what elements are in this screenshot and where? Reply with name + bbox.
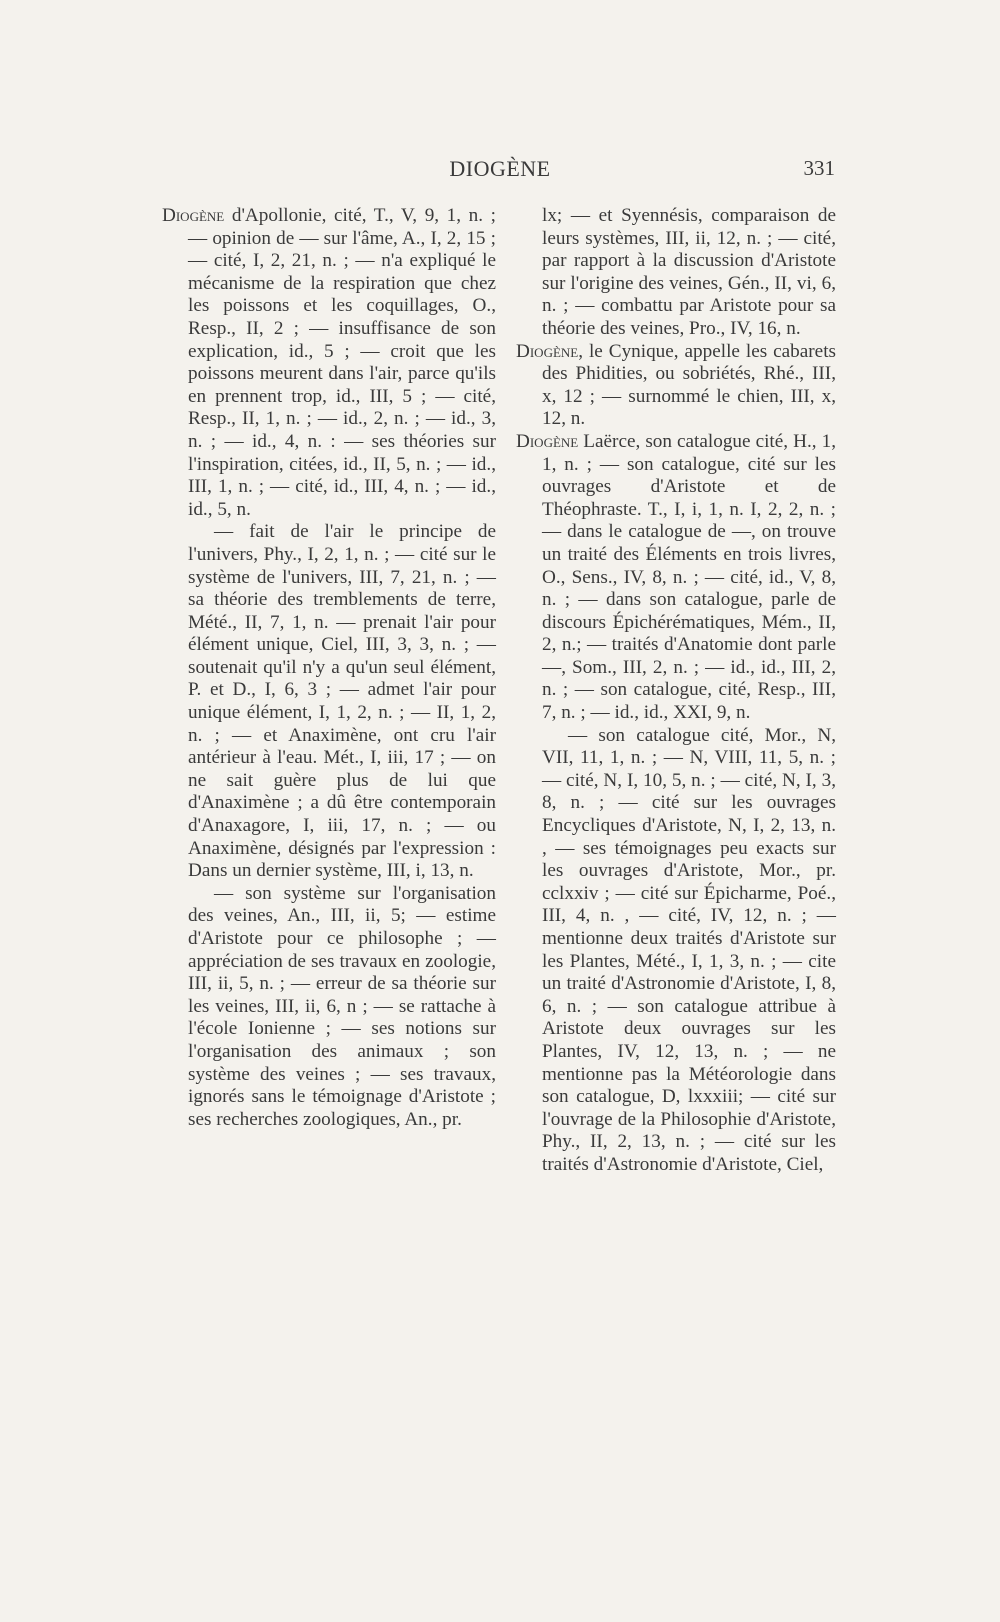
subentry-text: — fait de l'air le principe de l'univers, Phy., I, 2, 1, n. ; — cité sur le système de l'univers, III, 7, 21, n. ; — sa théorie des tremblements de terre, Mété., II, 7, 1, n. — prenait l'air pour élément unique, Ciel, III, 3, 3, n. ; — soutenait qu'il n'y a qu'un seul élément, P. et D., I, 6, 3 ; — admet l'air pour unique élément, I, 1, 2, n. ; — II, 1, 2, n. ; — et Anaximène, ont cru l'air antérieur à l'eau. Mét., I, iii, 17 ; — on ne sait guère plus de lui que d'Anaximène ; a dû être contemporain d'Anaxagore, I, iii, 17, n. ; — ou Anaximène, désignés par l'expression : Dans un dernier système, III, i, 13, n. [188, 521, 496, 882]
entry-text: , le Cynique, appelle les cabarets des Phidities, ou sobriétés, Rhé., III, x, 12 ; — surnommé le chien, III, x, 12, n. [542, 340, 836, 430]
subentry-text: — son catalogue cité, Mor., N, VII, 11, 1, n. ; — N, VIII, 11, 5, n. ; — cité, N, I, 10, 5, n. ; — cité, N, I, 3, 8, n. ; — cité sur les ouvrages Encycliques d'Aristote, N, I, 2, 13, n. , — ses témoignages peu exacts sur les ouvrages d'Aristote, Mor., pr. cclxxiv ; — cité sur Épicharme, Poé., III, 4, n. , — cité, IV, 12, n. ; — mentionne deux traités d'Aristote sur les Plantes, Mété., I, 1, 3, n. ; — cite un traité d'Astronomie d'Aristote, I, 8, 6, n. ; — son catalogue attribue à Aristote deux ouvrages sur les Plantes, IV, 12, 13, n. ; — ne mentionne pas la Météorologie dans son catalogue, D, lxxxiii; — cité sur l'ouvrage de la Philosophie d'Aristote, Phy., II, 2, 13, n. ; — cité sur les traités d'Astronomie d'Aristote, Ciel, [542, 724, 836, 1175]
index-entry-diogene-laerce [516, 431, 836, 725]
running-head: DIOGÈNE [449, 156, 551, 181]
entry-text: Laërce, son catalogue cité, H., 1, 1, n. ; — son catalogue, cité sur les ouvrages d'Aristote et de Théophraste. T., I, i, 1, n. I, 2, 2, n. ; — dans le catalogue de —, on trouve un traité des Éléments en trois livres, O., Sens., IV, 8, n. ; — cité, id., V, 8, n. ; — dans son catalogue, parle de discours Épichérématiques, Mém., II, 2, n.; — traités d'Anatomie dont parle —, Som., III, 2, n. ; — id., id., III, 2, n. ; — son catalogue, cité, Resp., III, 7, n. ; — id., id., XXI, 9, n. [542, 430, 837, 724]
index-entry-diogene-cynique [516, 341, 836, 431]
page-number: 331 [803, 156, 835, 180]
subentry-text: — son système sur l'organisation des veines, An., III, ii, 5; — estime d'Aristote pour ce philosophe ; — appréciation de ses travaux en zoologie, III, ii, 5, n. ; — erreur de sa théorie sur les veines, III, ii, 6, n ; — se rattache à l'école Ionienne ; — ses notions sur l'organisation des animaux ; son système des veines ; — ses travaux, ignorés sans le témoignage d'Aristote ; ses recherches zoologiques, An., pr. [188, 882, 496, 1130]
right-column [516, 205, 836, 1177]
index-entry-diogene-apollonie [162, 205, 496, 521]
index-subentry [162, 883, 496, 1132]
entry-headword: Diogène [516, 340, 579, 362]
left-column [162, 205, 496, 1131]
index-continuation [516, 205, 836, 341]
entry-headword: Diogène [516, 430, 579, 452]
index-subentry [162, 521, 496, 883]
entry-headword: Diogène [162, 205, 225, 226]
entry-text: d'Apollonie, cité, T., V, 9, 1, n. ; — opinion de — sur l'âme, A., I, 2, 15 ; — cité, I, 2, 21, n. ; — n'a expliqué le mécanisme de la respiration que chez les poissons et les coquillages, O., Resp., II, 2 ; — insuffisance de son explication, id., 5 ; — croit que les poissons meurent dans l'air, parce qu'ils en prennent trop, id., III, 5 ; — cité, Resp., II, 1, n. ; — id., 2, n. ; — id., 3, n. ; — id., 4, n. : — ses théories sur l'inspiration, citées, id., II, 5, n. ; — id., III, 1, n. ; — cité, id., III, 4, n. ; — id., id., 5, n. [188, 205, 496, 520]
index-subentry [516, 725, 836, 1177]
page-header [0, 156, 1000, 192]
continuation-text: lx; — et Syennésis, comparaison de leurs systèmes, III, ii, 12, n. ; — cité, par rapport à la discussion d'Aristote sur l'origine des veines, Gén., II, vi, 6, n. ; — combattu par Aristote pour sa théorie des veines, Pro., IV, 16, n. [542, 205, 836, 339]
